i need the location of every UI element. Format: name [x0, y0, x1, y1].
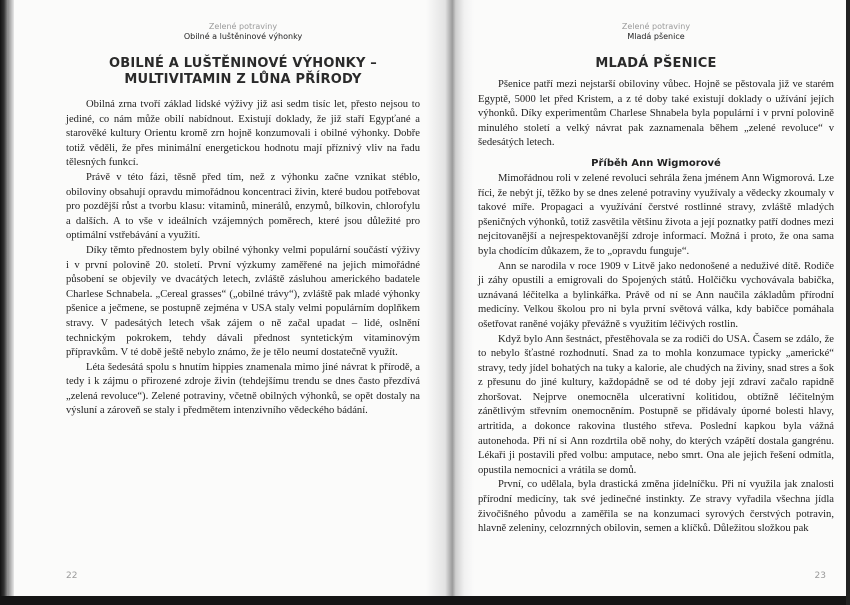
section-subheading: Příběh Ann Wigmorové	[591, 157, 721, 169]
running-head-section: Zelené potraviny	[208, 22, 278, 31]
running-head-left	[66, 22, 420, 42]
page-spacer	[478, 537, 834, 571]
page-number: 22	[66, 571, 78, 581]
book-spread	[8, 0, 848, 596]
paragraph: Když bylo Ann šestnáct, přestěhovala se za rodiči do USA. Časem se zdálo, že to nebylo šťastné rozhodnutí. Snad za to mohla konzumace typicky „americké“ stravy, tedy jídel bohatých na tuky a kalorie, ale chudých na živiny, snad stres a šok z přesunu do jiné kultury, každopádně se od té doby její zdraví začalo rapidně zhoršovat. Nejprve onemocněla ulcerativní kolitidou, obtížně léčitelným zánětlivým střevním onemocněním. Postupně se přidávaly úporné bolesti hlavy, artritida, a dokonce rakovina tlustého střeva. Poslední kapkou byla vážná autonehoda. Při ní si Ann rozdrtila obě nohy, do kterých vzápětí dostala gangrénu. Lékaři ji postavili před volbu: amputace, nebo smrt. Ona ale jejich řešení odmítla, opustila nemocnici a vrátila se domů.	[478, 333, 834, 476]
running-head-subsection: Mladá pšenice	[627, 32, 685, 41]
paragraph: Mimořádnou roli v zelené revoluci sehrála žena jménem Ann Wigmorová. Lze říci, že nebýt jí, těžko by se dnes zelené potraviny využívaly a vědecky zkoumaly v takové míře. Propagaci a využívání čerstvé rostlinné stravy, zvláště mladých pšeničných výhonků, totiž zasvětila většinu života a její poznatky patří dodnes mezi nejcitovanější a nejrespektovanější zdroje informací. Možná i proto, že ona sama byla chodícím důkazem, že to „opravdu funguje“.	[478, 172, 834, 257]
left-page	[66, 0, 420, 596]
paragraph: Pšenice patří mezi nejstarší obiloviny vůbec. Hojně se pěstovala již ve starém Egyptě, 5000 let před Kristem, a z té doby také existují doklady o užívání jejích výhonků. Díky experimentům Charlese Shnabela byla populární i v první polovině minulého století a velký návrat pak zaznamenala během „zelené revoluce“ v šedesátých letech.	[478, 79, 834, 149]
body-text-left	[66, 98, 420, 419]
running-head-right	[478, 22, 834, 42]
page-spacer	[66, 419, 420, 571]
scanner-bed-right	[846, 0, 850, 605]
paragraph: Ann se narodila v roce 1909 v Litvě jako nedonošené a neduživé dítě. Rodiče ji záhy opustili a emigrovali do Spojených států. Holčičku vychovávala babička, uznávaná léčitelka a bylinkářka. Právě od ní se Ann naučila základům přírodní medicíny. Velkou školou pro ni byla první světová válka, kdy babičce pomáhala ošetřovat raněné vojáky převážně s využitím léčivých rostlin.	[478, 260, 834, 330]
paragraph: Obilná zrna tvoří základ lidské výživy již asi sedm tisíc let, přesto nejsou to jediné, co nám může obilí nabídnout. Existují doklady, že již staří Egypťané a starověké kultury Orientu kromě zrn hojně konzumovali i obilné výhonky. Dobře totiž věděli, že přes minimální energetickou hodnotu mají příznivý vliv na řadu tělesných funkcí.	[66, 99, 420, 169]
book-gutter	[426, 0, 474, 596]
running-head-subsection: Obilné a luštěninové výhonky	[183, 32, 303, 41]
page-stack-shadow	[8, 0, 14, 596]
chapter-title: OBILNÉ A LUŠTĚNINOVÉ VÝHONKY – MULTIVITAMIN Z LŮNA PŘÍRODY	[108, 56, 377, 87]
chapter-title: MLADÁ PŠENICE	[595, 56, 717, 71]
right-page	[478, 0, 834, 596]
page-number: 23	[814, 571, 826, 581]
paragraph: První, co udělala, byla drastická změna jídelníčku. Při ní využila jak znalosti přírodní medicíny, tak své jedinečné instinkty. Ze stravy vyřadila všechna jídla živočišného původu a zaměřila se na konzumaci syrových čerstvých potravin, hlavně zeleniny, celozrnných obilovin, semen a klíčků. Důležitou složkou pak	[478, 479, 834, 535]
running-head-section: Zelené potraviny	[621, 22, 691, 31]
book-edge-left	[0, 0, 8, 605]
scanner-bed-bottom	[0, 596, 850, 605]
paragraph: Léta šedesátá spolu s hnutím hippies znamenala mimo jiné návrat k přírodě, a tedy i k zájmu o přirozené zdroje živin (tehdejšímu trendu se dnes často přezdívá „zelená revoluce“). Zelené potraviny, včetně obilných výhonků, se opět dostaly na výsluní a zároveň se staly i předmětem intenzivního vědeckého bádání.	[66, 361, 420, 417]
paragraph: Díky těmto přednostem byly obilné výhonky velmi populární součástí výživy i v první polovině 20. století. První výzkumy zaměřené na jejich mimořádné působení se objevily ve dvacátých letech, zvláště zásluhou amerického badatele Charlese Schnabela. „Cereal grasses“ („obilné trávy“), zvláště pak mladé výhonky pšenice a ječmene, se postupně zejména v USA staly velmi populárním doplňkem stravy. V padesátých letech však zájem o ně začal upadat – lidé, oslnění technickým pokrokem, tehdy dávali přednost syntetickým vitaminovým přípravkům. V té době ještě nebylo známo, že je tělo neumí dostatečně využít.	[66, 244, 420, 359]
body-text-right	[478, 78, 834, 537]
paragraph: Právě v této fázi, těsně před tím, než z výhonku začne vznikat stéblo, obiloviny obsahují opravdu mimořádnou koncentraci živin, které budou potřebovat pro pozdější růst a tvorbu klasu: vitaminů, minerálů, enzymů, bílkovin, chlorofylu a dalších. A to vše v ideálních vzájemných poměrech, které jsou důležité pro optimální vstřebávání a využití.	[66, 171, 420, 242]
